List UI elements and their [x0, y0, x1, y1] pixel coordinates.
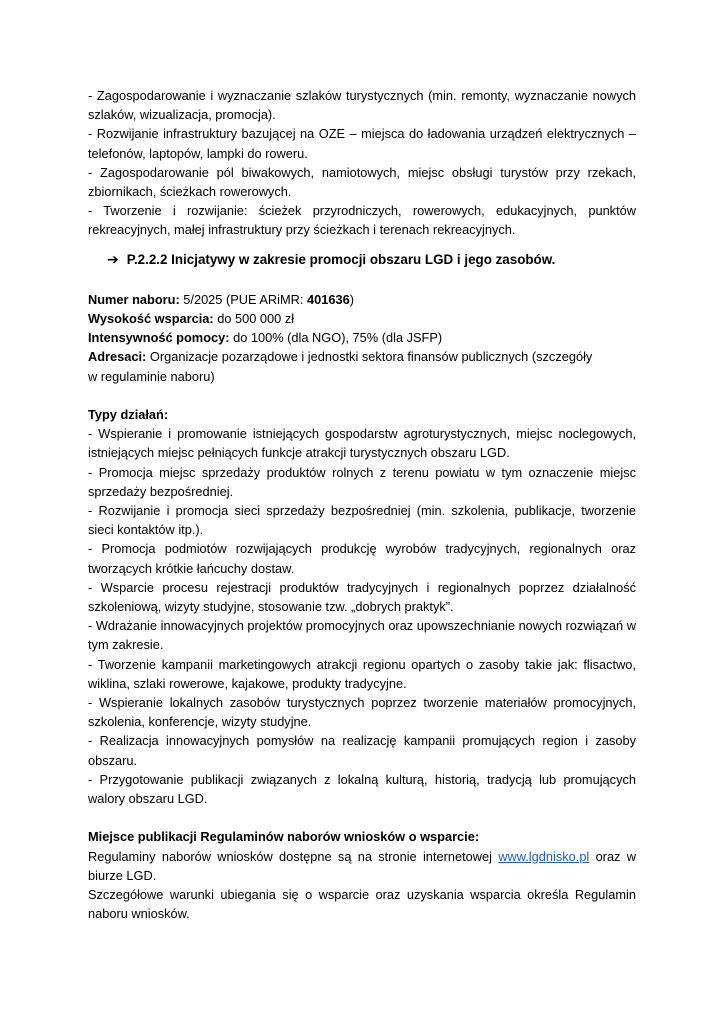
intensywnosc-label: Intensywność pomocy: — [88, 330, 230, 346]
website-link[interactable]: www.lgdnisko.pl — [498, 848, 590, 864]
section-heading — [88, 248, 636, 271]
typy-heading: Typy działań: — [88, 407, 169, 423]
typy-list-item: - Przygotowanie publikacji związanych z lokalną kulturą, historią, tradycją lub promujących walory obszaru LGD. — [88, 771, 636, 807]
typy-list-item: - Promocja podmiotów rozwijających produkcję wyrobów tradycyjnych, regionalnych oraz tworzących krótkie łańcuchy dostaw. — [88, 541, 636, 576]
typy-list-item: - Wspieranie lokalnych zasobów turystycznych poprzez tworzenie materiałów promocyjnych, szkolenia, konferencje, wizyty studyjne. — [88, 695, 636, 730]
typy-list-item: - Tworzenie kampanii marketingowych atrakcji regionu opartych o zasoby takie jak: flisactwo, wiklina, szlaki rowerowe, kajakowe, produkty tradycyjne. — [88, 656, 636, 691]
section-title: P.2.2.2 Inicjatywy w zakresie promocji obszaru LGD i jego zasobów. — [126, 251, 556, 267]
adresaci-label: Adresaci: — [88, 349, 147, 365]
top-list-item: - Zagospodarowanie pól biwakowych, namiotowych, miejsc obsługi turystów przy rzekach, zbiornikach, ścieżkach rowerowych. — [88, 164, 636, 200]
intensywnosc-line: Intensywność pomocy: do 100% (dla NGO), 75% (dla JSFP) — [88, 330, 443, 346]
top-list-item: - Zagospodarowanie i wyznaczanie szlaków turystycznych (min. remonty, wyznaczanie nowych szlaków, wizualizacja, promocja). — [88, 88, 636, 123]
top-list-item: - Rozwijanie infrastruktury bazującej na OZE – miejsca do ładowania urządzeń elektrycznych – telefonów, laptopów, lampki do roweru. — [88, 126, 636, 161]
wysokosc-label: Wysokość wsparcia: — [88, 311, 214, 327]
publikacja-heading: Miejsce publikacji Regulaminów naborów wniosków o wsparcie: — [88, 829, 480, 845]
publikacja-text: Regulaminy naborów wniosków dostępne są na stronie internetowej www.lgdnisko.pl oraz w biurze LGD. — [88, 848, 636, 883]
typy-list-item: - Rozwijanie i promocja sieci sprzedaży bezpośredniej (min. szkolenia, publikacje, tworzenie sieci kontaktów itp.). — [88, 503, 636, 538]
adresaci-line: Adresaci: Organizacje pozarządowe i jednostki sektora finansów publicznych (szczegóły w regulaminie naboru) — [88, 349, 593, 384]
document-page — [88, 86, 636, 923]
nabor-label: Numer naboru: — [88, 291, 180, 307]
warunki-text: Szczegółowe warunki ubiegania się o wsparcie oraz uzyskania wsparcia określa Regulamin naboru wniosków. — [88, 887, 636, 922]
nabor-line: Numer naboru: 5/2025 (PUE ARiMR: 401636) — [88, 291, 354, 307]
typy-list-item: - Wdrażanie innowacyjnych projektów promocyjnych oraz upowszechnianie nowych rozwiązań w tym zakresie. — [88, 618, 636, 653]
wysokosc-line: Wysokość wsparcia: do 500 000 zł — [88, 311, 295, 327]
pue-number: 401636 — [307, 291, 350, 307]
typy-list-item: - Realizacja innowacyjnych pomysłów na realizację kampanii promujących region i zasoby obszaru. — [88, 733, 636, 768]
typy-list-item: - Wspieranie i promowanie istniejących gospodarstw agroturystycznych, miejsc noclegowych, istniejących miejsc pełniących funkcje atrakcji turystycznych obszaru LGD. — [88, 426, 636, 461]
top-list-item: - Tworzenie i rozwijanie: ścieżek przyrodniczych, rowerowych, edukacyjnych, punktów rekreacyjnych, małej infrastruktury przy ścieżkach i terenach rekreacyjnych. — [88, 203, 636, 238]
typy-list-item: - Wsparcie procesu rejestracji produktów tradycyjnych i regionalnych poprzez działalność szkoleniową, wizyty studyjne, stosowanie tzw. „dobrych praktyk”. — [88, 579, 636, 615]
typy-list-item: - Promocja miejsc sprzedaży produktów rolnych z terenu powiatu w tym oznaczenie miejsc sprzedaży bezpośredniej. — [88, 464, 636, 499]
arrow-right-icon: ➔ — [107, 250, 119, 267]
